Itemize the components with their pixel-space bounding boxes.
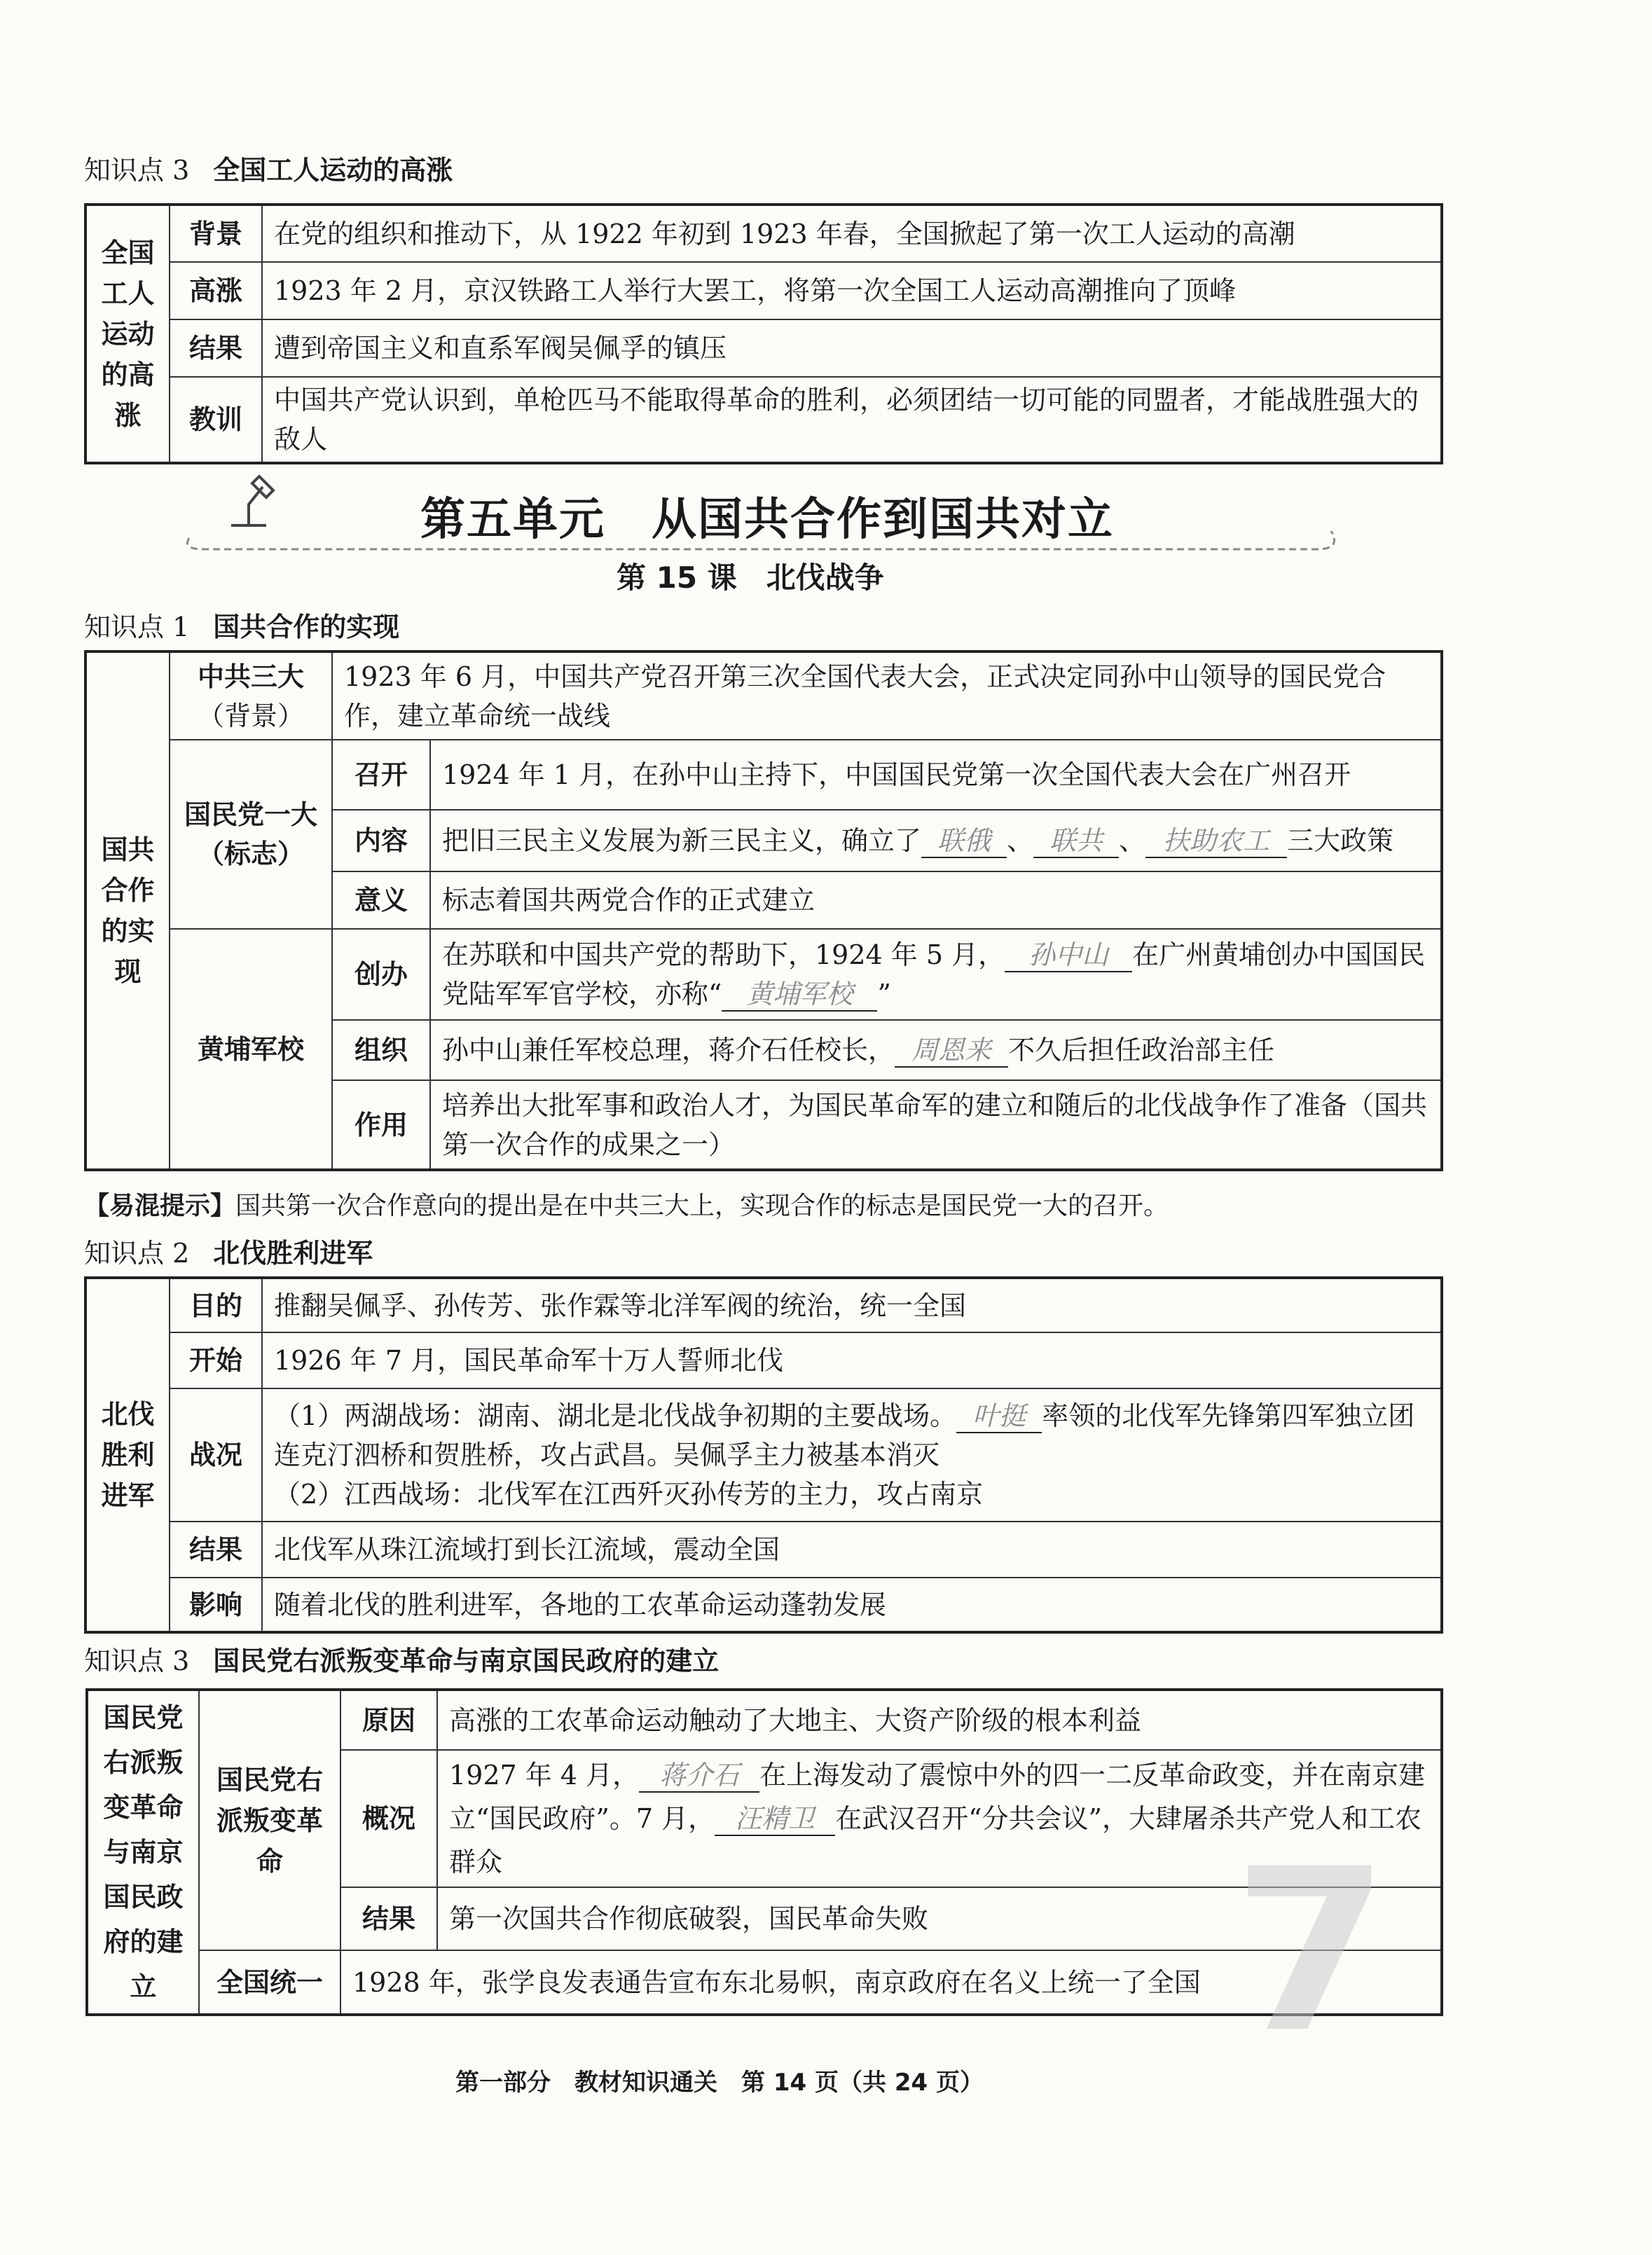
side-label: 全国工人运动的高涨 xyxy=(85,205,170,463)
fill-blank-answer: 扶助农工 xyxy=(1145,825,1287,858)
fill-blank-answer: 联俄 xyxy=(921,825,1007,858)
table-row xyxy=(85,205,1442,262)
text-fragment: 在广州黄埔创办中国国民党陆军军官学校，亦称“ xyxy=(442,939,1426,1009)
tip-text: 国共第一次合作意向的提出是在中共三大上，实现合作的标志是国民党一大的召开。 xyxy=(235,1192,1169,1220)
page-number-watermark: 7 xyxy=(1233,1821,1389,2082)
workers-movement-table xyxy=(84,203,1443,464)
lesson-title: 第 15 课 北伐战争 xyxy=(617,560,884,595)
row-label: 结果 xyxy=(340,1887,437,1950)
table-row xyxy=(85,740,1442,810)
row-text xyxy=(430,810,1442,871)
row-label: 内容 xyxy=(332,810,430,871)
section-heading-cooperation xyxy=(84,605,399,644)
row-text: 北伐军从珠江流域打到长江流域，震动全国 xyxy=(262,1522,1442,1578)
table-row xyxy=(85,1332,1442,1388)
page-footer: 第一部分 教材知识通关 第 14 页（共 24 页） xyxy=(455,2069,984,2097)
row-label: 全国统一 xyxy=(199,1950,340,2015)
side-label: 国共合作的实现 xyxy=(85,651,170,1170)
text-fragment: 三大政策 xyxy=(1287,825,1394,856)
fill-blank-answer: 叶挺 xyxy=(956,1400,1042,1433)
text-fragment: 孙中山兼任军校总理，蒋介石任校长， xyxy=(442,1035,895,1066)
row-text: 1926 年 7 月，国民革命军十万人誓师北伐 xyxy=(262,1332,1442,1388)
fill-blank-answer: 孙中山 xyxy=(1005,939,1132,972)
text-fragment: （1）两湖战场：湖南、湖北是北伐战争初期的主要战场。 xyxy=(274,1400,957,1431)
row-label: 结果 xyxy=(170,1522,262,1578)
row-label: 中共三大 xyxy=(197,661,304,692)
table-row xyxy=(85,377,1442,463)
row-label: 创办 xyxy=(332,929,430,1020)
row-label: 背景 xyxy=(170,205,262,262)
row-text: 在党的组织和推动下，从 1922 年初到 1923 年春，全国掀起了第一次工人运动的高潮 xyxy=(262,205,1442,262)
section-heading-northern-expedition xyxy=(84,1232,373,1270)
table-row xyxy=(85,929,1442,1020)
row-text: 标志着国共两党合作的正式建立 xyxy=(430,871,1442,929)
table-row xyxy=(87,1690,1442,1750)
row-text xyxy=(262,1388,1442,1522)
section-title: 国共合作的实现 xyxy=(213,612,400,642)
table-row xyxy=(85,1578,1442,1632)
row-label: 意义 xyxy=(332,871,430,929)
row-label: 作用 xyxy=(332,1080,430,1170)
section-title: 北伐胜利进军 xyxy=(213,1238,373,1269)
table-row xyxy=(85,1388,1442,1522)
section-number: 知识点 2 xyxy=(84,1238,190,1269)
row-label: 概况 xyxy=(340,1750,437,1887)
section-heading-workers-movement xyxy=(84,149,453,187)
text-fragment: ” xyxy=(877,979,891,1009)
row-text: 1923 年 2 月，京汉铁路工人举行大罢工，将第一次全国工人运动高潮推向了顶峰 xyxy=(262,262,1442,319)
group-label: 国民党一大（标志） xyxy=(170,740,332,929)
row-label: 召开 xyxy=(332,740,430,810)
row-text: 第一次国共合作彻底破裂，国民革命失败 xyxy=(437,1887,1442,1950)
section-number: 知识点 1 xyxy=(84,612,190,642)
row-text: 1924 年 1 月，在孙中山主持下，中国国民党第一次全国代表大会在广州召开 xyxy=(430,740,1442,810)
northern-expedition-table xyxy=(84,1276,1443,1634)
separator: 、 xyxy=(1007,825,1034,856)
text-fragment: 率领的北伐军先锋第四军独立团连克汀泗桥和贺胜桥，攻占武昌。吴佩孚主力被基本消灭 xyxy=(274,1400,1415,1470)
row-label: 原因 xyxy=(340,1690,437,1750)
cooperation-table xyxy=(84,650,1443,1171)
row-text: 1928 年，张学良发表通告宣布东北易帜，南京政府在名义上统一了全国 xyxy=(340,1950,1442,2015)
row-text: 培养出大批军事和政治人才，为国民革命军的建立和随后的北伐战争作了准备（国共第一次合作的成果之一） xyxy=(430,1080,1442,1170)
row-label: 影响 xyxy=(170,1578,262,1632)
row-text: 高涨的工农革命运动触动了大地主、大资产阶级的根本利益 xyxy=(437,1690,1442,1750)
fill-blank-answer: 汪精卫 xyxy=(715,1802,835,1836)
text-fragment: 在上海发动了震惊中外的四一二反革命政变，并在南京建立“国民政府”。7 月， xyxy=(449,1760,1426,1834)
table-row xyxy=(85,1278,1442,1332)
row-label: 战况 xyxy=(170,1388,262,1522)
table-row xyxy=(85,319,1442,377)
row-text: 中国共产党认识到，单枪匹马不能取得革命的胜利，必须团结一切可能的同盟者，才能战胜强大的敌人 xyxy=(262,377,1442,463)
row-label: 结果 xyxy=(170,319,262,377)
row-label: 组织 xyxy=(332,1020,430,1080)
row-text: 随着北伐的胜利进军，各地的工农革命运动蓬勃发展 xyxy=(262,1578,1442,1632)
row-text: 1923 年 6 月，中国共产党召开第三次全国代表大会，正式决定同孙中山领导的国民党合作，建立革命统一战线 xyxy=(332,651,1442,740)
text-fragment: 在武汉召开“分共会议”，大肆屠杀共产党人和工农群众 xyxy=(449,1803,1422,1877)
row-label: 目的 xyxy=(170,1278,262,1332)
row-text: 遭到帝国主义和直系军阀吴佩孚的镇压 xyxy=(262,319,1442,377)
battle-item-1 xyxy=(274,1396,1429,1475)
side-label: 国民党右派叛变革命与南京国民政府的建立 xyxy=(87,1690,199,2015)
row-label: 高涨 xyxy=(170,262,262,319)
fill-blank-answer: 周恩来 xyxy=(895,1034,1008,1068)
row-sublabel: （背景） xyxy=(197,700,304,731)
fill-blank-answer: 蒋介石 xyxy=(639,1759,759,1793)
table-row xyxy=(85,651,1442,740)
battle-item-2: （2）江西战场：北伐军在江西歼灭孙传芳的主力，攻占南京 xyxy=(274,1479,984,1510)
table-row xyxy=(85,1522,1442,1578)
side-label: 北伐胜利进军 xyxy=(85,1278,170,1632)
fill-blank-answer: 联共 xyxy=(1033,825,1119,858)
lamp-icon xyxy=(224,469,280,532)
confusion-tip xyxy=(84,1186,1169,1222)
group-label: 黄埔军校 xyxy=(170,929,332,1170)
section-number: 知识点 3 xyxy=(84,155,190,186)
row-text xyxy=(430,929,1442,1020)
unit-title: 第五单元 从国共合作到国共对立 xyxy=(420,494,1114,546)
fill-blank-answer: 黄埔军校 xyxy=(722,978,877,1012)
row-label: 教训 xyxy=(170,377,262,463)
section-heading-kmt-betrayal xyxy=(84,1639,719,1678)
zhonggong-label-cell xyxy=(170,651,332,740)
section-number: 知识点 3 xyxy=(84,1646,190,1676)
section-title: 全国工人运动的高涨 xyxy=(213,155,453,186)
row-label: 开始 xyxy=(170,1332,262,1388)
text-fragment: 在苏联和中国共产党的帮助下，1924 年 5 月， xyxy=(442,939,1005,970)
row-text: 推翻吴佩孚、孙传芳、张作霖等北洋军阀的统治，统一全国 xyxy=(262,1278,1442,1332)
text-fragment: 不久后担任政治部主任 xyxy=(1008,1035,1275,1066)
text-fragment: 1927 年 4 月， xyxy=(449,1760,640,1791)
section-title: 国民党右派叛变革命与南京国民政府的建立 xyxy=(213,1646,720,1676)
text-fragment: 把旧三民主义发展为新三民主义，确立了 xyxy=(442,825,922,856)
separator: 、 xyxy=(1119,825,1146,856)
tip-label: 【易混提示】 xyxy=(84,1192,236,1220)
group-label: 国民党右派叛变革命 xyxy=(199,1690,340,1950)
row-text xyxy=(430,1020,1442,1080)
table-row xyxy=(85,262,1442,319)
